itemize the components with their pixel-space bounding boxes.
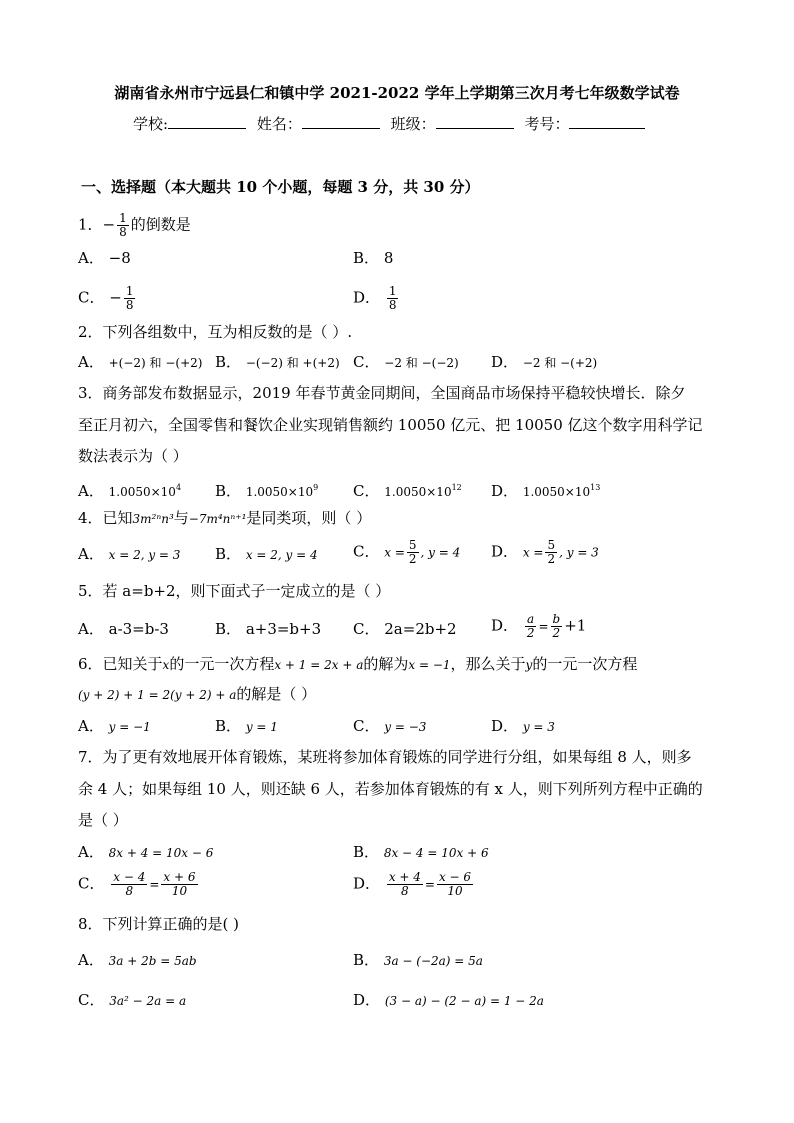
q6-option-b[interactable]: B． y = 1 xyxy=(215,717,278,735)
section-title: 一、选择题（本大题共 10 个小题，每题 3 分，共 30 分） xyxy=(81,178,480,196)
question-8-stem: 8．下列计算正确的是( ) xyxy=(78,915,240,933)
q5-option-b[interactable]: B． a+3=b+3 xyxy=(215,620,322,638)
q5-option-d[interactable]: D． $\frac{a}{2}$ = $\frac{b}{2}$ +1 xyxy=(491,612,587,640)
term-2: −7m⁴nⁿ⁺¹ xyxy=(188,512,247,526)
q3-option-c[interactable]: C． $1.0050\times 10^{12}$ xyxy=(353,482,462,500)
q3-option-b[interactable]: B． $1.0050\times 10^9$ xyxy=(215,482,319,500)
q5-option-a[interactable]: A． a-3=b-3 xyxy=(78,620,169,638)
question-4-stem: 4．已知3m²ⁿn³与−7m⁴nⁿ⁺¹是同类项，则（ ） xyxy=(78,509,372,527)
exam-title: 湖南省永州市宁远县仁和镇中学 2021-2022 学年上学期第三次月考七年级数学试卷 xyxy=(114,84,680,102)
question-text: 的倒数是 xyxy=(130,215,191,234)
question-3-line-3: 数法表示为（ ） xyxy=(78,447,188,465)
q2-option-d[interactable]: D． −2 和 −(+2) xyxy=(491,353,598,371)
q1-option-a[interactable]: A． −8 xyxy=(78,249,131,267)
name-blank[interactable] xyxy=(302,114,380,129)
question-7-line-1: 7．为了更有效地展开体育锻炼，某班将参加体育锻炼的同学进行分组，如果每组 8 人，则多 xyxy=(78,748,692,766)
q2-option-c[interactable]: C． −2 和 −(−2) xyxy=(353,353,459,371)
q4-option-c[interactable]: C． x = $\frac{5}{2}$ , y = 4 xyxy=(353,538,461,566)
q2-option-a[interactable]: A． +(−2) 和 −(+2) xyxy=(78,353,203,371)
exam-number-label: 考号： xyxy=(524,115,570,133)
q1-option-b[interactable]: B． 8 xyxy=(353,249,394,267)
q7-option-a[interactable]: A． 8x + 4 = 10x − 6 xyxy=(78,843,214,861)
exam-number-blank[interactable] xyxy=(569,114,645,129)
q1-option-c[interactable]: C． − $\frac{1}{8}$ xyxy=(78,284,134,312)
q7-option-b[interactable]: B． 8x − 4 = 10x + 6 xyxy=(353,843,489,861)
school-label: 学校: xyxy=(133,115,169,133)
q8-option-b[interactable]: B． 3a − (−2a) = 5a xyxy=(353,951,483,969)
term-1: 3m²ⁿn³ xyxy=(132,512,174,526)
name-label: 姓名： xyxy=(256,115,302,133)
question-6-line-1: 6．已知关于x的一元一次方程x + 1 = 2x + a的解为x = −1，那么关于y的一元一次方程 xyxy=(78,655,638,673)
q4-option-a[interactable]: A． x = 2, y = 3 xyxy=(78,545,181,563)
q8-option-d[interactable]: D． (3 − a) − (2 − a) = 1 − 2a xyxy=(353,991,544,1009)
question-6-line-2: (y + 2) + 1 = 2(y + 2) + a的解是（ ） xyxy=(78,685,317,703)
q1-option-d[interactable]: D． $\frac{1}{8}$ xyxy=(353,284,397,312)
question-7-line-2: 余 4 人；如果每组 10 人，则还缺 6 人，若参加体育锻炼的有 x 人，则下列所列方程中正确的 xyxy=(78,780,703,798)
q3-option-d[interactable]: D． $1.0050\times 10^{13}$ xyxy=(491,482,601,500)
class-blank[interactable] xyxy=(436,114,514,129)
q8-option-a[interactable]: A． 3a + 2b = 5ab xyxy=(78,951,197,969)
student-info-fields xyxy=(133,114,651,133)
question-number: 1． xyxy=(78,215,103,234)
question-3-line-1: 3．商务部发布数据显示，2019 年春节黄金同期间，全国商品市场保持平稳较快增长．除夕 xyxy=(78,384,686,402)
question-2-stem: 2．下列各组数中，互为相反数的是（ ）. xyxy=(78,323,353,341)
q7-option-d[interactable]: D． $\frac{x + 4}{8}$ = $\frac{x - 6}{10}$ xyxy=(353,870,472,898)
question-1-stem xyxy=(78,212,191,239)
q4-option-b[interactable]: B． x = 2, y = 4 xyxy=(215,545,318,563)
q7-option-c[interactable]: C． $\frac{x - 4}{8}$ = $\frac{x + 6}{10}$ xyxy=(78,870,196,898)
q6-option-a[interactable]: A． y = −1 xyxy=(78,717,151,735)
question-5-stem: 5．若 a=b+2，则下面式子一定成立的是（ ） xyxy=(78,582,391,600)
q5-option-c[interactable]: C． 2a=2b+2 xyxy=(353,620,457,638)
question-3-line-2: 至正月初六，全国零售和餐饮企业实现销售额约 10050 亿元、把 10050 亿这个数字用科学记 xyxy=(78,416,703,434)
minus-sign: − xyxy=(102,215,116,234)
q6-option-c[interactable]: C． y = −3 xyxy=(353,717,427,735)
q2-option-b[interactable]: B． −(−2) 和 +(+2) xyxy=(215,353,340,371)
q8-option-c[interactable]: C． 3a² − 2a = a xyxy=(78,991,187,1009)
fraction: $\frac{1}{8}$ xyxy=(119,211,127,239)
class-label: 班级： xyxy=(390,115,436,133)
q3-option-a[interactable]: A． $1.0050\times 10^4$ xyxy=(78,482,182,500)
q4-option-d[interactable]: D． x = $\frac{5}{2}$ , y = 3 xyxy=(491,538,599,566)
school-blank[interactable] xyxy=(168,114,246,129)
question-7-line-3: 是（ ） xyxy=(78,811,128,829)
q6-option-d[interactable]: D． y = 3 xyxy=(491,717,555,735)
